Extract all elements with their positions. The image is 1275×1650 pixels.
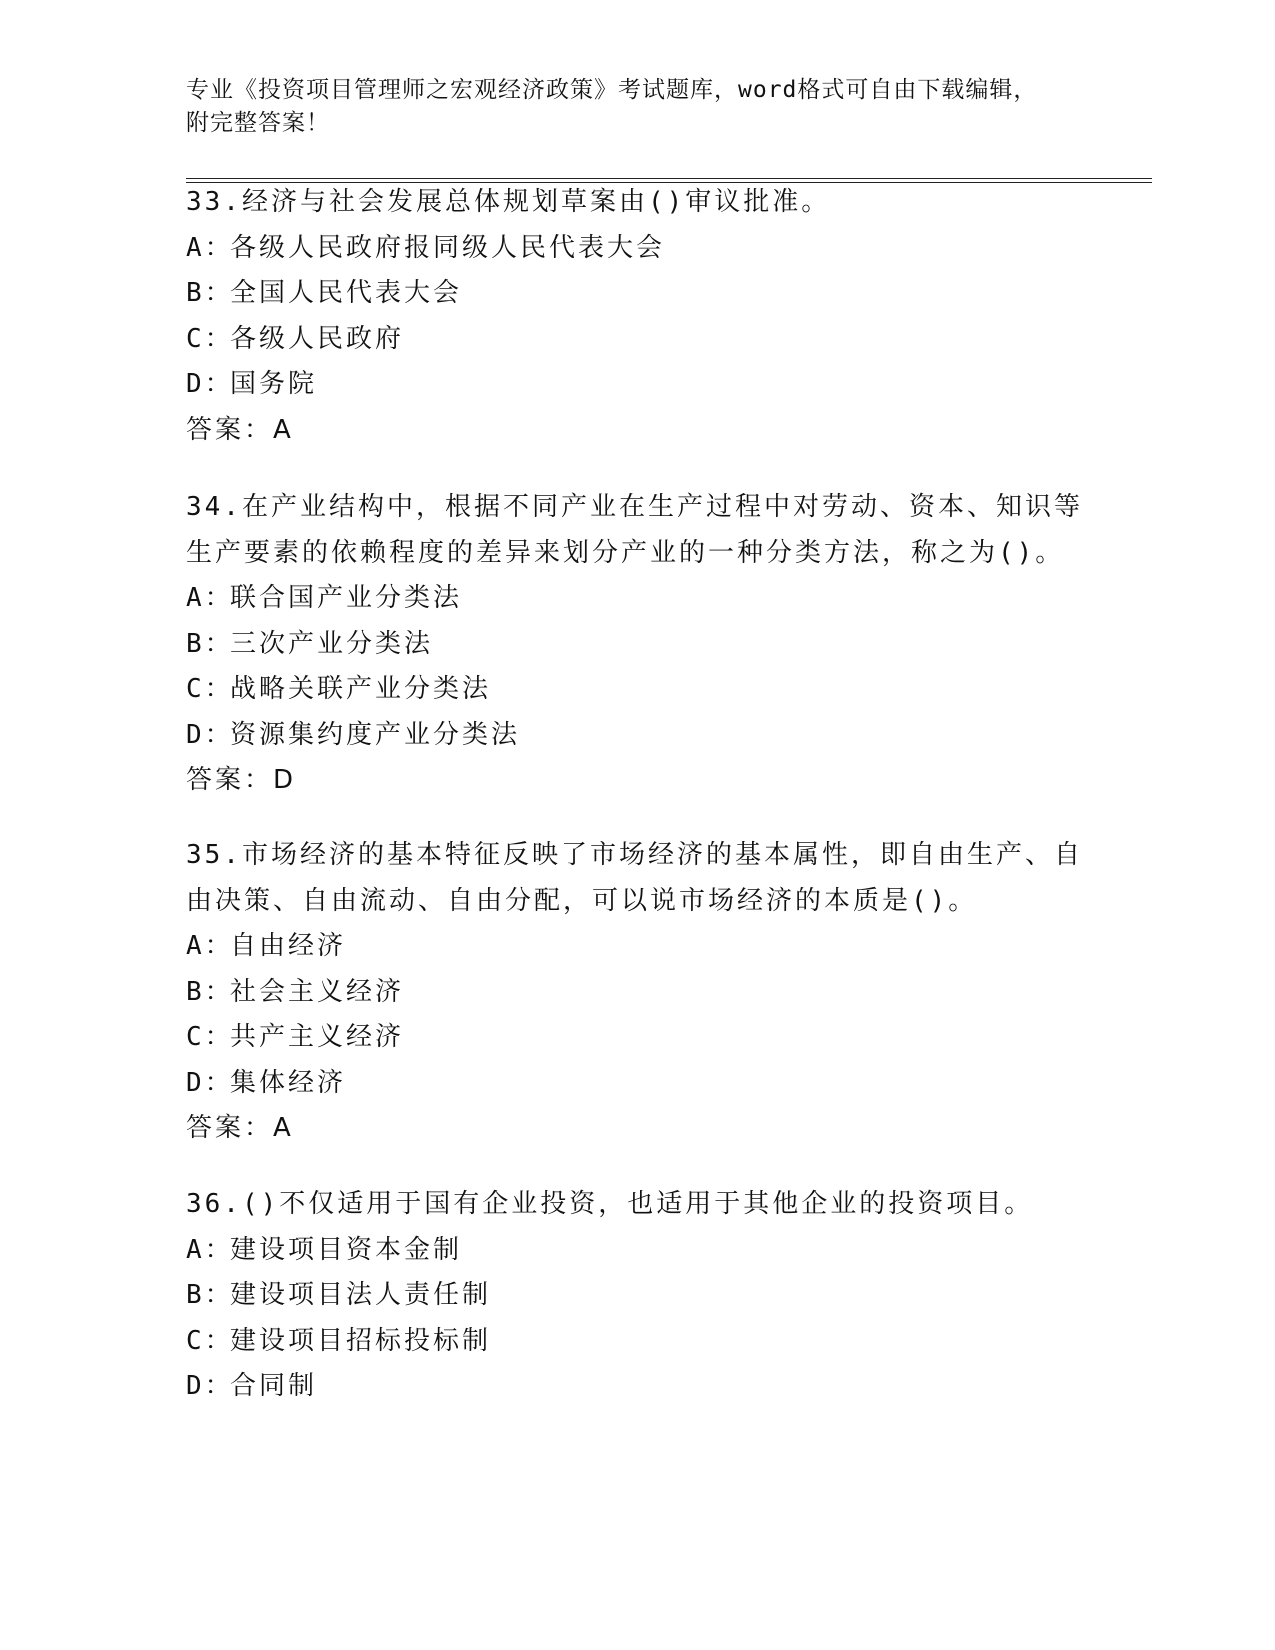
option-text: 联合国产业分类法 — [230, 583, 463, 613]
answer-line: 答案：A — [186, 414, 294, 445]
question-stem-continued: 生产要素的依赖程度的差异来划分产业的一种分类方法，称之为()。 — [186, 537, 1065, 568]
option-text: 自由经济 — [230, 931, 347, 961]
option-b — [186, 1273, 1086, 1319]
option-text: 各级人民政府报同级人民代表大会 — [230, 232, 666, 263]
option-text: 建设项目资本金制 — [230, 1234, 463, 1265]
option-label: B： — [186, 628, 234, 659]
header-line-2: 附完整答案！ — [186, 110, 330, 136]
option-label: C： — [186, 1325, 234, 1356]
option-a — [186, 1228, 1086, 1274]
option-text: 战略关联产业分类法 — [230, 674, 492, 704]
question-36 — [186, 1182, 1086, 1410]
option-text: 集体经济 — [230, 1067, 347, 1098]
option-text: 社会主义经济 — [230, 976, 405, 1007]
option-b — [186, 970, 1086, 1016]
option-c — [186, 667, 1086, 713]
option-label: D： — [186, 1371, 234, 1401]
option-text: 三次产业分类法 — [230, 628, 434, 659]
header-line-1: 专业《投资项目管理师之宏观经济政策》考试题库，word格式可自由下载编辑， — [186, 77, 1038, 103]
question-stem: 33.经济与社会发展总体规划草案由()审议批准。 — [186, 187, 831, 217]
option-c — [186, 317, 1086, 363]
option-label: D： — [186, 1067, 234, 1098]
option-label: A： — [186, 583, 234, 613]
option-label: C： — [186, 323, 234, 354]
option-text: 各级人民政府 — [230, 323, 405, 354]
option-a — [186, 576, 1086, 622]
option-text: 全国人民代表大会 — [230, 278, 463, 308]
option-b — [186, 622, 1086, 668]
option-b — [186, 271, 1086, 317]
question-33 — [186, 180, 1086, 453]
question-stem: 35.市场经济的基本特征反映了市场经济的基本属性，即自由生产、自 — [186, 840, 1083, 870]
option-text: 建设项目法人责任制 — [230, 1280, 492, 1310]
option-label: A： — [186, 232, 234, 263]
option-text: 建设项目招标投标制 — [230, 1325, 492, 1356]
question-stem: 34.在产业结构中，根据不同产业在生产过程中对劳动、资本、知识等 — [186, 492, 1083, 522]
option-d — [186, 362, 1086, 408]
option-label: D： — [186, 719, 234, 750]
answer-line: 答案：D — [186, 765, 297, 795]
option-a — [186, 226, 1086, 272]
option-label: C： — [186, 1022, 234, 1052]
option-label: B： — [186, 1280, 234, 1310]
option-label: D： — [186, 369, 234, 399]
option-c — [186, 1319, 1086, 1365]
document-page — [186, 0, 1156, 1650]
question-34 — [186, 485, 1086, 804]
answer-line: 答案：A — [186, 1113, 294, 1143]
option-label: B： — [186, 976, 234, 1007]
question-stem-continued: 由决策、自由流动、自由分配，可以说市场经济的本质是()。 — [186, 885, 978, 916]
question-stem: 36.()不仅适用于国有企业投资，也适用于其他企业的投资项目。 — [186, 1189, 1034, 1219]
option-d — [186, 713, 1086, 759]
option-text: 共产主义经济 — [230, 1022, 405, 1052]
option-text: 资源集约度产业分类法 — [230, 719, 521, 750]
option-label: A： — [186, 1234, 234, 1265]
option-label: A： — [186, 931, 234, 961]
question-35 — [186, 833, 1086, 1152]
option-text: 国务院 — [230, 369, 318, 399]
option-d — [186, 1364, 1086, 1410]
option-d — [186, 1061, 1086, 1107]
option-label: B： — [186, 278, 234, 308]
option-c — [186, 1015, 1086, 1061]
document-header — [186, 74, 1086, 140]
option-a — [186, 924, 1086, 970]
option-label: C： — [186, 674, 234, 704]
option-text: 合同制 — [230, 1371, 318, 1401]
